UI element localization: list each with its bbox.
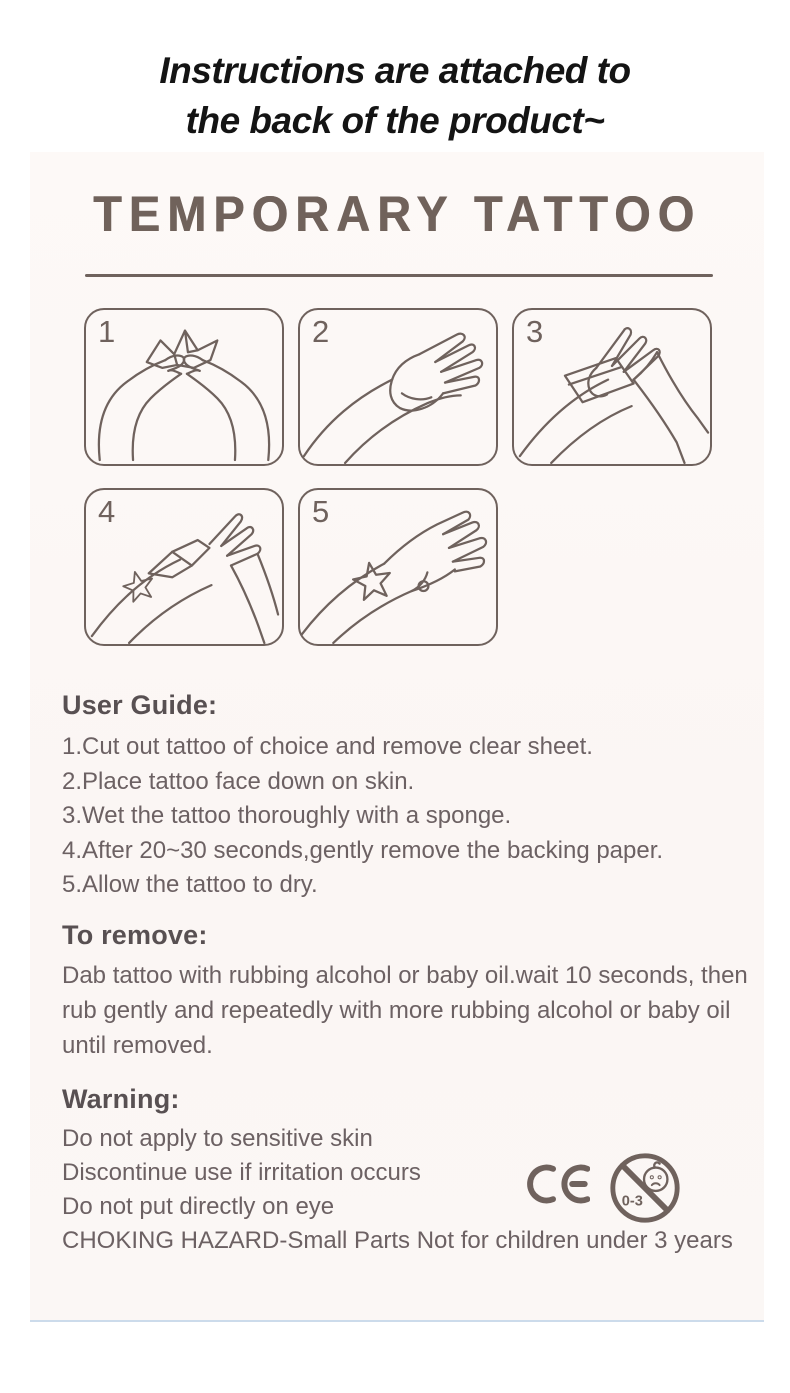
to-remove-body: Dab tattoo with rubbing alcohol or baby oil.wait 10 seconds, then rub gently and repeatedly with more rubbing alcohol or baby oil until removed. bbox=[62, 962, 748, 1059]
step-panel-3 bbox=[512, 308, 712, 466]
user-guide-heading: User Guide: bbox=[62, 690, 218, 720]
step-panel-5 bbox=[298, 488, 498, 646]
warning-line: CHOKING HAZARD-Small Parts Not for children under 3 years bbox=[62, 1227, 733, 1254]
age-warning-icon bbox=[606, 1149, 684, 1227]
to-remove-heading: To remove: bbox=[62, 920, 208, 950]
top-note-line2: the back of the product~ bbox=[185, 100, 605, 141]
warning-line: Do not apply to sensitive skin bbox=[62, 1125, 373, 1152]
step-panel-4 bbox=[84, 488, 284, 646]
user-guide-steps bbox=[62, 730, 762, 903]
step-panel-1 bbox=[84, 308, 284, 466]
warning-line: Do not put directly on eye bbox=[62, 1193, 335, 1220]
user-guide-step: 3.Wet the tattoo thoroughly with a sponge. bbox=[62, 802, 512, 829]
title-divider bbox=[85, 274, 713, 277]
top-note-line1: Instructions are attached to bbox=[159, 50, 631, 91]
finished-tattoo-icon bbox=[300, 490, 496, 644]
user-guide-step: 4.After 20~30 seconds,gently remove the backing paper. bbox=[62, 836, 664, 864]
ce-mark-icon bbox=[524, 1152, 590, 1216]
step-number: 4 bbox=[98, 494, 116, 529]
warning-heading: Warning: bbox=[62, 1084, 180, 1114]
step-number: 5 bbox=[312, 494, 330, 529]
instruction-card bbox=[30, 152, 764, 1322]
age-warning-label: 0-3 bbox=[621, 1193, 643, 1210]
step-number: 3 bbox=[526, 314, 544, 349]
user-guide-step: 2.Place tattoo face down on skin. bbox=[62, 767, 415, 795]
peel-clear-sheet-icon bbox=[86, 310, 282, 464]
warning-line: Discontinue use if irritation occurs bbox=[62, 1159, 421, 1186]
card-title: TEMPORARY TATTOO bbox=[92, 185, 702, 242]
top-note bbox=[0, 46, 790, 146]
sponge-wet-tattoo-icon bbox=[514, 310, 710, 464]
press-tattoo-icon bbox=[300, 310, 496, 464]
user-guide-step: 5.Allow the tattoo to dry. bbox=[62, 871, 318, 898]
user-guide-step: 1.Cut out tattoo of choice and remove clear sheet. bbox=[62, 733, 593, 760]
step-panel-2 bbox=[298, 308, 498, 466]
remove-backing-paper-icon bbox=[86, 490, 282, 644]
step-number: 2 bbox=[312, 314, 330, 349]
step-number: 1 bbox=[98, 314, 116, 349]
